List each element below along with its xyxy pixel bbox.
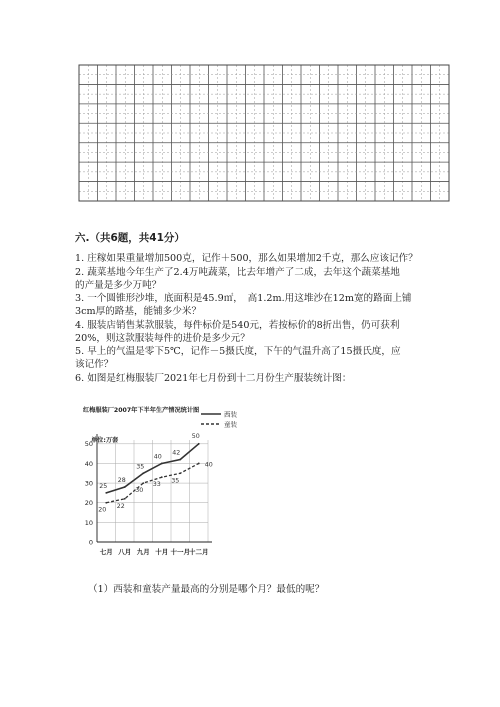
data-label: 40 <box>153 453 162 461</box>
data-point <box>161 463 163 465</box>
question-3 <box>75 292 435 318</box>
question-line: 6. 如图是红梅服装厂2021年七月份到十二月份生产服装统计图： <box>75 373 352 384</box>
x-tick-label: 十一月 <box>170 548 190 556</box>
data-point <box>198 443 200 445</box>
question-line: 5. 早上的气温是零下5℃，记作－5摄氏度，下午的气温升高了15摄氏度，应 <box>75 346 401 357</box>
y-tick-label: 40 <box>84 459 93 468</box>
data-label: 22 <box>116 502 125 510</box>
question-line: 20%，则这款服装每件的进价是多少元？ <box>75 333 250 345</box>
data-label: 35 <box>136 463 145 471</box>
y-tick-label: 30 <box>84 479 93 488</box>
x-tick-label: 十月 <box>155 548 169 556</box>
data-point <box>124 486 126 488</box>
question-line: 1. 庄稼如果重量增加500克，记作＋500，那么如果增加2千克，那么应该记作？ <box>75 253 418 264</box>
question-line: 3cm厚的路基，能铺多少米？ <box>75 306 202 318</box>
data-label: 33 <box>152 481 161 489</box>
data-point <box>161 476 163 478</box>
data-point <box>142 472 144 474</box>
writing-grid <box>78 64 450 202</box>
legend-label-2: 童装 <box>224 420 237 429</box>
writing-grid-lines <box>78 64 450 202</box>
sub-question-1: （1）西装和童装产量最高的分别是哪个月？最低的呢？ <box>88 584 325 595</box>
y-tick-label: 50 <box>84 440 93 449</box>
unit-label: 单位:万套 <box>91 437 119 444</box>
data-point <box>179 459 181 461</box>
question-4 <box>75 319 435 345</box>
data-point <box>142 482 144 484</box>
x-tick-label: 七月 <box>99 548 113 556</box>
x-tick-label: 九月 <box>136 548 150 556</box>
production-chart <box>75 400 255 566</box>
data-label: 50 <box>191 432 200 440</box>
data-label: 30 <box>135 487 144 495</box>
question-line: 2. 蔬菜基地今年生产了2.4万吨蔬菜，比去年增产了二成，去年这个蔬菜基地 <box>75 267 400 278</box>
question-2 <box>75 266 435 292</box>
section-title: 六.（共6题，共41分） <box>75 232 185 244</box>
chart-title: 红梅服装厂2007年下半年生产情况统计图 <box>83 407 200 414</box>
x-tick-label: 十二月 <box>189 548 209 556</box>
data-label: 40 <box>204 461 213 469</box>
question-line: 4. 服装店销售某款服装，每件标价是540元，若按标价的8折出售，仍可获利 <box>75 320 400 331</box>
data-point <box>198 463 200 465</box>
question-5 <box>75 345 435 371</box>
data-point <box>179 472 181 474</box>
data-label: 25 <box>99 482 108 490</box>
data-label: 42 <box>172 449 181 457</box>
data-label: 35 <box>171 477 180 485</box>
question-6 <box>75 372 435 385</box>
y-tick-label: 20 <box>84 499 93 508</box>
question-line: 该记作？ <box>75 359 114 371</box>
data-label: 28 <box>117 477 126 485</box>
data-point <box>124 498 126 500</box>
question-line: 的产量是多少万吨？ <box>75 280 162 292</box>
x-tick-label: 八月 <box>118 548 132 556</box>
legend-label-1: 西装 <box>224 410 237 419</box>
data-point <box>105 492 107 494</box>
data-point <box>105 502 107 504</box>
data-label: 20 <box>98 506 107 514</box>
y-tick-label: 0 <box>88 538 93 547</box>
question-line: 3. 一个圆锥形沙堆，底面积是45.9㎡， 高1.2m.用这堆沙在12m宽的路面上铺 <box>75 293 412 304</box>
y-tick-label: 10 <box>84 518 93 527</box>
chart-canvas <box>75 400 255 566</box>
question-1 <box>75 252 435 265</box>
